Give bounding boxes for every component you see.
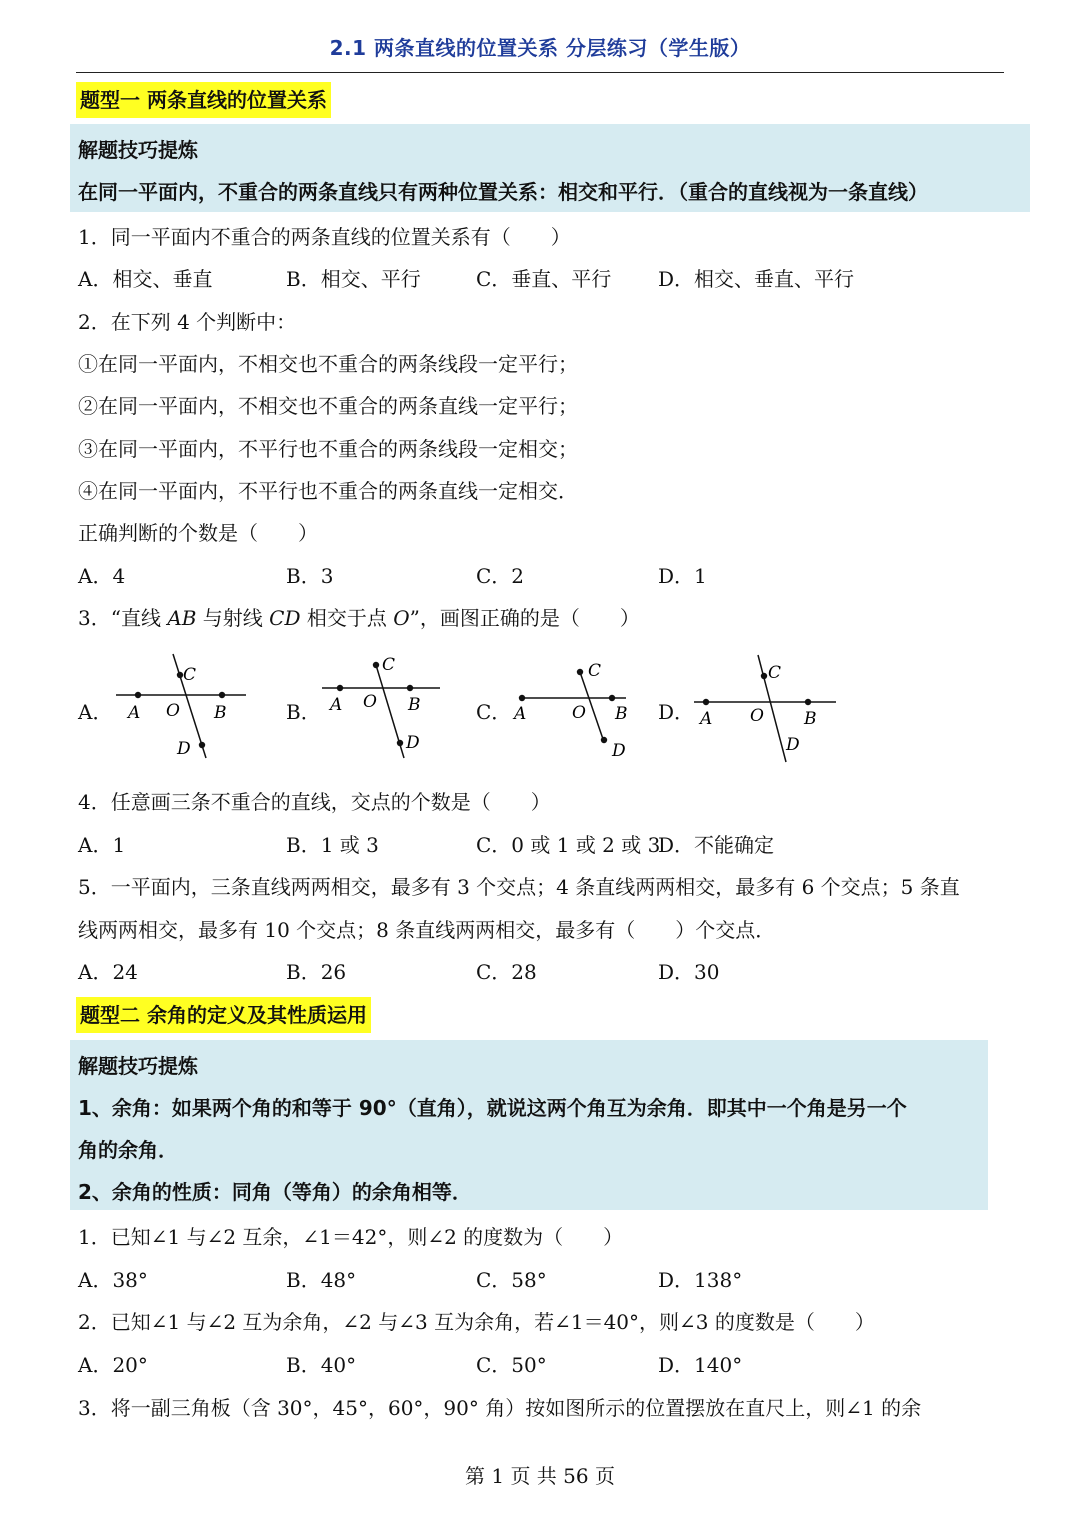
s1-q3-option-d-letter: D． (658, 700, 695, 724)
s1-q4-stem: 4．任意画三条不重合的直线，交点的个数是（ ） (78, 790, 551, 814)
s1-q3-option-b-letter: B． (286, 700, 321, 724)
s1-q3-figure-d (690, 650, 840, 765)
section2-heading: 题型二 余角的定义及其性质运用 (76, 997, 371, 1033)
s1-q2-statement-1: ①在同一平面内，不相交也不重合的两条线段一定平行； (78, 352, 578, 376)
s2-q1-stem: 1．已知∠1 与∠2 互余，∠1＝42°，则∠2 的度数为（ ） (78, 1225, 624, 1249)
s2-q1-option-c: C．58° (476, 1268, 547, 1292)
s2-q2-option-c: C．50° (476, 1353, 547, 1377)
label-o: O (166, 701, 180, 721)
point-c (373, 662, 379, 668)
s2-q2-option-d: D．140° (658, 1353, 743, 1377)
s1-q4-option-a: A．1 (78, 833, 126, 857)
label-o: O (750, 706, 764, 726)
section2-tip-box (70, 1040, 988, 1210)
label-o: O (572, 703, 586, 723)
document-title: 2.1 两条直线的位置关系 分层练习（学生版） (329, 36, 751, 60)
s1-q2-option-b: B．3 (286, 564, 334, 588)
point-b (407, 685, 413, 691)
s1-q2-ask: 正确判断的个数是（ ） (78, 521, 318, 545)
title-divider (76, 72, 1004, 73)
point-c (761, 673, 767, 679)
section2-tip-line-2: 角的余角． (78, 1138, 178, 1162)
section1-tip-box (70, 124, 1030, 212)
s1-q2-option-a: A．4 (78, 564, 126, 588)
s2-q3-stem: 3．将一副三角板（含 30°，45°，60°，90° 角）按如图所示的位置摆放在直尺上，则∠1 的余 (78, 1396, 922, 1420)
s1-q1-option-c: C．垂直、平行 (476, 267, 612, 291)
s1-q2-statement-3: ③在同一平面内，不平行也不重合的两条线段一定相交； (78, 437, 578, 461)
s1-q5-option-a: A．24 (78, 960, 138, 984)
point-d (601, 737, 607, 743)
point-a (337, 685, 343, 691)
s1-q5-line-2: 线两两相交，最多有 10 个交点；8 条直线两两相交，最多有（ ）个交点． (78, 918, 776, 942)
s1-q3-stem-part: 3．“直线 (78, 606, 168, 630)
s1-q4-option-d: D．不能确定 (658, 833, 775, 857)
label-c: C (183, 665, 197, 685)
s1-q1-option-a: A．相交、垂直 (78, 267, 213, 291)
page-footer: 第 1 页 共 56 页 (465, 1464, 615, 1488)
label-b: B (408, 695, 421, 715)
s1-q5-option-d: D．30 (658, 960, 720, 984)
label-b: B (615, 704, 628, 724)
s1-q5-line-1: 5．一平面内，三条直线两两相交，最多有 3 个交点；4 条直线两两相交，最多有 6 个交点；5 条直 (78, 875, 960, 899)
s2-q2-option-b: B．40° (286, 1353, 357, 1377)
label-a: A (330, 695, 343, 715)
s1-q2-statement-4: ④在同一平面内，不平行也不重合的两条直线一定相交． (78, 479, 578, 503)
s1-q3-ray-cd: CD (269, 606, 301, 630)
point-b (805, 699, 811, 705)
label-b: B (214, 703, 227, 723)
point-a (519, 695, 525, 701)
point-c (577, 669, 583, 675)
label-c: C (768, 663, 782, 683)
s1-q4-option-b: B．1 或 3 (286, 833, 379, 857)
label-c: C (588, 661, 602, 681)
section1-tip-title: 解题技巧提炼 (78, 138, 198, 162)
s2-q2-stem: 2．已知∠1 与∠2 互为余角，∠2 与∠3 互为余角，若∠1＝40°，则∠3 的度数是（ ） (78, 1310, 875, 1334)
section1-heading: 题型一 两条直线的位置关系 (76, 82, 331, 118)
s1-q3-option-a-letter: A． (78, 700, 113, 724)
section2-tip-line-3: 2、余角的性质：同角（等角）的余角相等． (78, 1180, 472, 1204)
label-a: A (700, 709, 713, 729)
s1-q4-option-c: C．0 或 1 或 2 或 3 (476, 833, 661, 857)
s1-q2-option-c: C．2 (476, 564, 525, 588)
s2-q1-option-d: D．138° (658, 1268, 743, 1292)
point-b (219, 692, 225, 698)
label-d: D (406, 733, 420, 753)
s1-q3-stem-part: ”，画图正确的是（ ） (409, 606, 640, 630)
s1-q3-option-c-letter: C． (476, 700, 512, 724)
s1-q1-option-b: B．相交、平行 (286, 267, 421, 291)
s2-q2-option-a: A．20° (78, 1353, 148, 1377)
point-d (397, 740, 403, 746)
label-a: A (128, 703, 141, 723)
point-a (703, 699, 709, 705)
point-d (199, 742, 205, 748)
label-a: A (514, 704, 527, 724)
label-o: O (363, 692, 377, 712)
label-d: D (612, 741, 626, 761)
section2-tip-title: 解题技巧提炼 (78, 1054, 198, 1078)
s1-q3-stem-part: 与射线 (196, 606, 270, 630)
s1-q3-line-ab: AB (167, 606, 197, 630)
s1-q1-option-d: D．相交、垂直、平行 (658, 267, 855, 291)
s1-q2-option-d: D．1 (658, 564, 707, 588)
s2-q1-option-b: B．48° (286, 1268, 357, 1292)
point-b (609, 695, 615, 701)
label-d: D (786, 735, 800, 755)
section2-tip-line-1: 1、余角：如果两个角的和等于 90°（直角），就说这两个角互为余角．即其中一个角是另一个 (78, 1096, 907, 1120)
s1-q3-stem (78, 604, 640, 632)
s1-q1-stem: 1．同一平面内不重合的两条直线的位置关系有（ ） (78, 225, 571, 249)
section1-tip-text: 在同一平面内，不重合的两条直线只有两种位置关系：相交和平行．（重合的直线视为一条直线） (78, 180, 928, 204)
s1-q5-option-b: B．26 (286, 960, 347, 984)
s1-q2-stem: 2．在下列 4 个判断中： (78, 310, 297, 334)
s1-q3-figure-c (508, 650, 638, 765)
s1-q2-statement-2: ②在同一平面内，不相交也不重合的两条直线一定平行； (78, 394, 578, 418)
label-c: C (382, 655, 396, 675)
s1-q3-stem-part: 相交于点 (300, 606, 394, 630)
label-b: B (804, 709, 817, 729)
s1-q3-point-o: O (393, 606, 410, 630)
s1-q5-option-c: C．28 (476, 960, 537, 984)
point-a (135, 692, 141, 698)
s2-q1-option-a: A．38° (78, 1268, 148, 1292)
label-d: D (177, 739, 191, 759)
s1-q3-figure-b (318, 650, 448, 765)
s1-q3-figure-a (110, 650, 250, 765)
